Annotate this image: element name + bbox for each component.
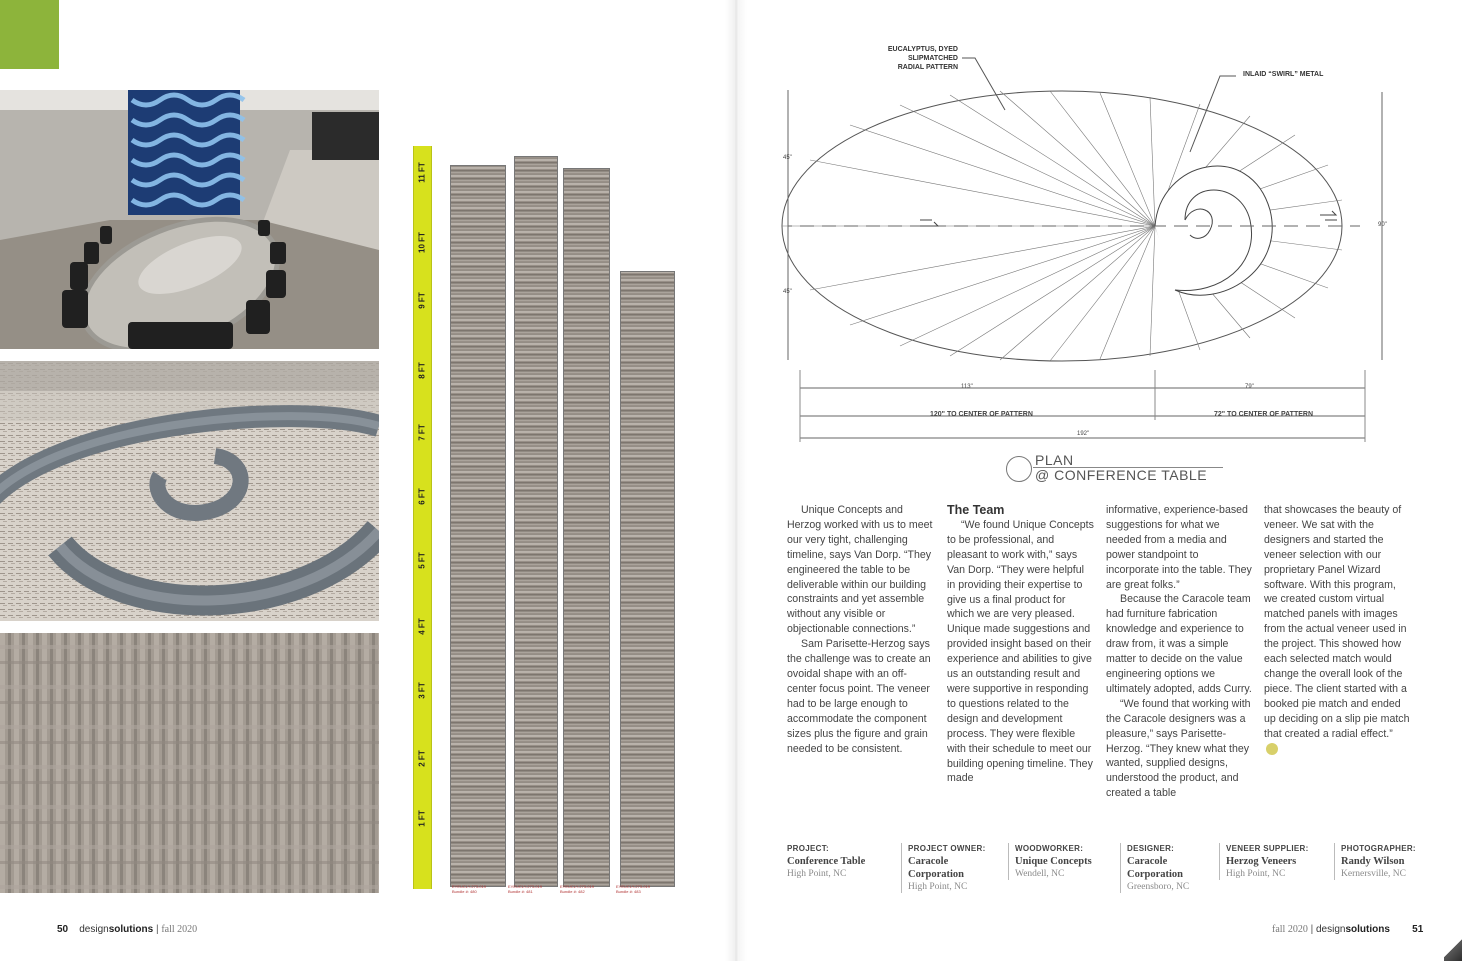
- tape-label: 3 FT: [417, 682, 427, 699]
- tape-label: 4 FT: [417, 618, 427, 635]
- paragraph: informative, experience-based suggestions for what we needed from a media and power standpoint to incorporate into the table. They are great folks.”: [1106, 504, 1252, 591]
- article-column-2: [947, 503, 1095, 786]
- green-color-tab: [0, 0, 59, 69]
- page-gutter: [725, 0, 747, 961]
- dimension-label: 72" TO CENTER OF PATTERN: [1214, 411, 1313, 418]
- credit-photographer: PHOTOGRAPHER: Randy Wilson Kernersville, NC: [1334, 843, 1431, 880]
- dimension-label: 120" TO CENTER OF PATTERN: [930, 411, 1033, 418]
- dimension-label: 113": [961, 384, 973, 390]
- credit-project-owner: PROJECT OWNER: Caracole Corporation High Point, NC: [901, 843, 988, 893]
- veneer-flitch: [450, 165, 506, 887]
- credit-woodworker: WOODWORKER: Unique Concepts Wendell, NC: [1008, 843, 1095, 880]
- paragraph: Unique Concepts and Herzog worked with us to meet our very tight, challenging timeline, says Van Dorp. “They engineered the table to be deliverable within our building constraints and yet assemble without any visible or objectionable connections.”: [787, 504, 933, 636]
- article-column-3: [1106, 503, 1254, 801]
- veneer-flitch: [514, 156, 558, 887]
- tape-label: 2 FT: [417, 750, 427, 767]
- tape-label: 9 FT: [417, 292, 427, 309]
- veneer-figure-closeup-photo: [0, 633, 379, 893]
- drawing-callout-pattern: EUCALYPTUS, DYED SLIPMATCHED RADIAL PATTERN: [887, 46, 958, 71]
- tape-label: 5 FT: [417, 552, 427, 569]
- plan-marker-circle: [1006, 456, 1032, 482]
- tape-label: 10 FT: [417, 232, 427, 253]
- paragraph: Because the Caracole team had furniture fabrication knowledge and experience to draw from, it was a simple matter to decide on the value engineering options we ultimately adopted, adds Curry.: [1106, 593, 1252, 695]
- article-column-1: [787, 503, 935, 756]
- credit-veneer-supplier: VENEER SUPPLIER: Herzog Veneers High Point, NC: [1219, 843, 1321, 880]
- paragraph: “We found Unique Concepts to be professional, and pleasant to work with,” says Van Dorp. “They were helpful in providing their expertise to give us a final product for which we are very pleased. Unique made suggestions and provided insight based on their experience and abilities to give us an outstanding result and were supportive in responding to questions related to the design and development process. They were flexible with their schedule to meet our building opening timeline. They made: [947, 519, 1094, 785]
- dimension-label: 45": [783, 289, 792, 295]
- conference-table-plan-drawing: [780, 40, 1400, 490]
- page-number: 50: [57, 924, 69, 935]
- veneer-flitch: [563, 168, 610, 887]
- flitch-label: EYEUCLY-273-019 Bundle #: 483: [616, 884, 651, 894]
- tape-label: 11 FT: [417, 162, 427, 183]
- project-credits: [787, 843, 1427, 893]
- tape-label: 1 FT: [417, 810, 427, 827]
- dimension-label: 45": [783, 155, 792, 161]
- magazine-brand: designsolutions: [1316, 924, 1390, 935]
- right-folio: fall 2020 | designsolutions 51: [1272, 924, 1424, 935]
- left-folio: 50 designsolutions | fall 2020: [57, 924, 198, 935]
- paragraph: that showcases the beauty of veneer. We sat with the designers and started the veneer selection with our proprietary Panel Wizard software. With this program, we created custom virtual matched panels with images from the actual veneer used in the project. This showed how each selected match would change the overall look of the piece. The client started with a booked pie match and ended up deciding on a slip pie match that created a radial effect.”: [1264, 504, 1410, 740]
- flitch-label: EYEUCLY-273-019 Bundle #: 482: [560, 884, 595, 894]
- magazine-brand: designsolutions: [79, 924, 154, 935]
- drawing-callout-metal: INLAID “SWIRL” METAL: [1243, 71, 1324, 78]
- dimension-label: 90": [1378, 222, 1387, 228]
- tape-label: 6 FT: [417, 488, 427, 505]
- credit-designer: DESIGNER: Caracole Corporation Greensboro, NC: [1120, 843, 1207, 893]
- tape-label: 8 FT: [417, 362, 427, 379]
- issue-season: fall 2020: [1272, 924, 1308, 935]
- page-curl[interactable]: [1444, 939, 1462, 961]
- end-mark-icon: [1266, 743, 1278, 755]
- issue-season: fall 2020: [161, 924, 198, 935]
- paragraph: “We found that working with the Caracole designers was a pleasure,” says Parisette-Herzog. “They knew what they wanted, supplied designs, understood the product, and created a table: [1106, 697, 1251, 800]
- swirl-inlay-closeup-photo: [0, 361, 379, 621]
- tape-label: 7 FT: [417, 424, 427, 441]
- section-heading: The Team: [947, 503, 1005, 517]
- flitch-label: EYEUCLY-273-019 Bundle #: 480: [452, 884, 487, 894]
- dimension-label: 79": [1245, 384, 1254, 390]
- dimension-label: 192": [1077, 431, 1090, 437]
- paragraph: Sam Parisette-Herzog says the challenge was to create an ovoidal shape with an off-center focus point. The veneer had to be large enough to accommodate the component sizes plus the figure and grain needed to be consistent.: [787, 638, 931, 755]
- tape-measure: [413, 146, 432, 889]
- conference-room-photo: [0, 90, 379, 349]
- veneer-flitch: [620, 271, 675, 887]
- article-column-4: [1264, 503, 1412, 756]
- credit-project: PROJECT: Conference Table High Point, NC: [787, 844, 866, 879]
- page-number: 51: [1412, 924, 1424, 935]
- flitch-label: EYEUCLY-273-019 Bundle #: 481: [508, 884, 543, 894]
- plan-title: PLAN @ CONFERENCE TABLE: [1035, 452, 1208, 483]
